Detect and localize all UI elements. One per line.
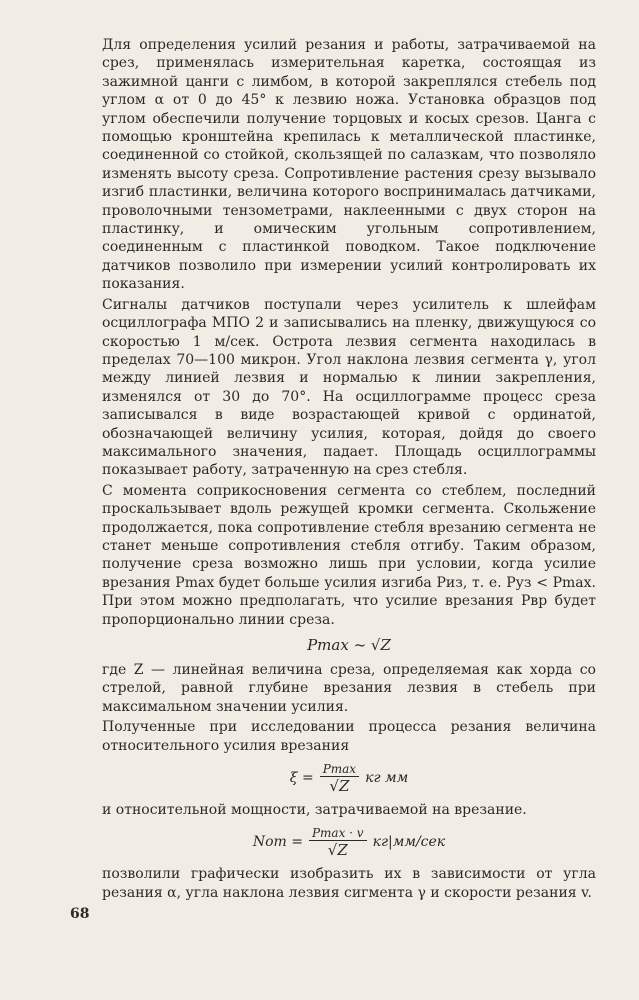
formula-n-lhs: Nот = <box>252 834 303 851</box>
formula-xi-unit: кг мм <box>365 769 409 786</box>
formula-xi-fraction <box>320 762 359 795</box>
page-number: 68 <box>70 906 90 922</box>
paragraph-cutting-forces: Для определения усилий резания и работы, затрачиваемой на срез, применялась измерительная каретка, состоящая из зажимной цанги с лимбом, в которой закреплялся стебель под углом α от 0 до 45° к лезвию ножа. Установка образцов под углом обеспечили получение торцовых и косых срезов. Цанга с помощью кронштейна крепилась к металлической пластинке, соединенной со стойкой, скользящей по салазкам, что позволяло изменять высоту среза. Сопротивление растения срезу вызывало изгиб пластинки, величина которого воспринималась датчиками, проволочными тензометрами, наклеенными с двух сторон на пластинку, и омическим угольным сопротивлением, соединенным с пластинкой поводком. Такое подключение датчиков позволило при измерении усилий контролировать их показания. <box>102 37 596 293</box>
formula-relative-force <box>102 755 596 801</box>
formula-relative-power <box>102 819 596 865</box>
paragraph-sensor-signals: Сигналы датчиков поступали через усилитель к шлейфам осциллографа МПО 2 и записывались на пленку, движущуюся со скоростью 1 м/сек. Острота лезвия сегмента находилась в пределах 70—100 микрон. Угол наклона лезвия сегмента γ, угол между линией лезвия и нормалью к линии закрепления, изменялся от 30 до 70°. На осциллограмме процесс среза записывался в виде возрастающей кривой с ординатой, обозначающей величину усилия, которая, дойдя до своего максимального значения, падает. Площадь осциллограммы показывает работу, затраченную на срез стебля. <box>102 296 596 479</box>
formula-xi-denominator: √Z <box>329 776 350 795</box>
formula-xi-lhs: ξ = <box>289 769 314 786</box>
paragraph-conclusion: позволили графически изобразить их в зависимости от угла резания α, угла наклона лезвия сигмента γ и скорости резания v. <box>102 866 596 901</box>
body-text <box>102 36 596 902</box>
formula-xi-numerator: Pmax <box>322 761 357 776</box>
paragraph-contact-moment: С момента соприкосновения сегмента со стеблем, последний проскальзывает вдоль режущей кромки сегмента. Скольжение продолжается, пока сопротивление стебля врезанию сегмента не станет меньше сопротивления стебля отгибу. Таким образом, получение среза возможно лишь при условии, когда усилие врезания Pmax будет больше усилия изгиба Pиз, т. е. Pуз < Pmax. При этом можно предполагать, что усилие врезания Pвр будет пропорционально линии среза. <box>102 482 596 628</box>
formula-pmax-proportional: Pmax ~ √Z <box>307 636 391 654</box>
formula-n-numerator: Pmax · v <box>311 825 364 840</box>
paragraph-z-definition: где Z — линейная величина среза, определяемая как хорда со стрелой, равной глубине врезания лезвия в стебель при максимальном значении усилия. <box>102 662 596 715</box>
formula-n-fraction <box>309 826 367 859</box>
paragraph-relative-force: Полученные при исследовании процесса резания величина относительного усилия врезания <box>102 719 596 754</box>
paragraph-relative-power: и относительной мощности, затрачиваемой на врезание. <box>102 802 527 819</box>
formula-n-denominator: √Z <box>327 840 348 859</box>
formula-n-unit: кг|мм/сек <box>372 834 446 851</box>
